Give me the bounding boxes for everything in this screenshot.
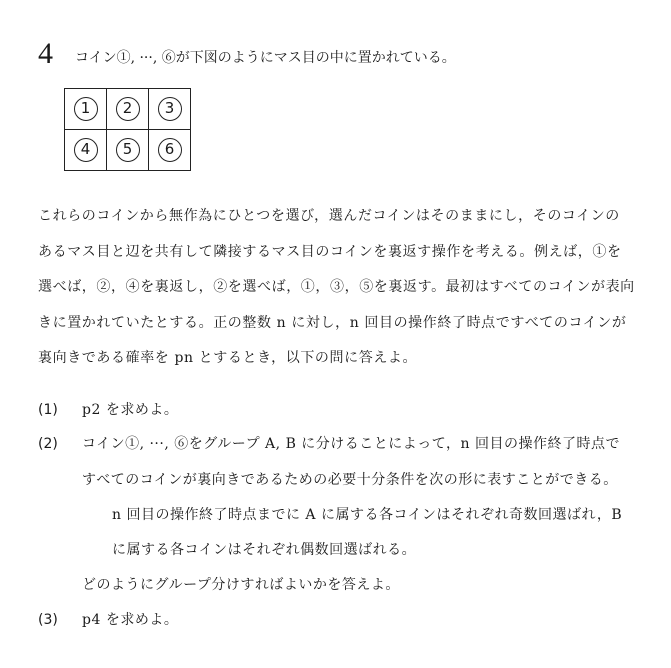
grid-cell [65, 130, 107, 171]
question-1-label: (1) [38, 402, 58, 418]
grid-row [65, 89, 191, 130]
question-2-condition-line: に属する各コインはそれぞれ偶数回選ばれる。 [112, 542, 417, 558]
question-3-label: (3) [38, 612, 58, 628]
paragraph-line: 裏向きである確率を pn とするとき，以下の問に答えよ。 [38, 350, 418, 366]
grid-row [65, 130, 191, 171]
problem-intro: コイン①, ···, ⑥が下図のようにマス目の中に置かれている。 [75, 50, 456, 66]
paragraph-line: きに置かれていたとする。正の整数 n に対し，n 回目の操作終了時点ですべてのコインが [38, 315, 627, 331]
paragraph-line: あるマス目と辺を共有して隣接するマス目のコインを裏返す操作を考える。例えば，①を [38, 244, 622, 260]
paragraph-line: これらのコインから無作為にひとつを選び，選んだコインはそのままにし，そのコインの [38, 208, 620, 224]
coin-4: 4 [74, 138, 98, 162]
question-2-line: すべてのコインが裏向きであるための必要十分条件を次の形に表すことができる。 [82, 472, 618, 488]
grid-cell [107, 89, 149, 130]
coin-3: 3 [158, 97, 182, 121]
question-3-text: p4 を求めよ。 [82, 612, 179, 628]
question-2-label: (2) [38, 436, 58, 452]
grid-cell [149, 89, 191, 130]
coin-grid [64, 88, 191, 171]
question-2-line: どのようにグループ分けすればよいかを答えよ。 [82, 577, 400, 593]
grid-cell [65, 89, 107, 130]
coin-1: 1 [74, 97, 98, 121]
coin-6: 6 [158, 138, 182, 162]
coin-5: 5 [116, 138, 140, 162]
question-2-line: コイン①, ···, ⑥をグループ A, B に分けることによって，n 回目の操作終了時点で [82, 436, 620, 452]
grid-cell [149, 130, 191, 171]
question-1-text: p2 を求めよ。 [82, 402, 179, 418]
paragraph-line: 選べば，②，④を裏返し，②を選べば，①，③，⑤を裏返す。最初はすべてのコインが表向 [38, 279, 635, 295]
problem-number: 4 [38, 37, 53, 70]
question-2-condition-line: n 回目の操作終了時点までに A に属する各コインはそれぞれ奇数回選ばれ，B [112, 507, 623, 523]
coin-2: 2 [116, 97, 140, 121]
grid-cell [107, 130, 149, 171]
